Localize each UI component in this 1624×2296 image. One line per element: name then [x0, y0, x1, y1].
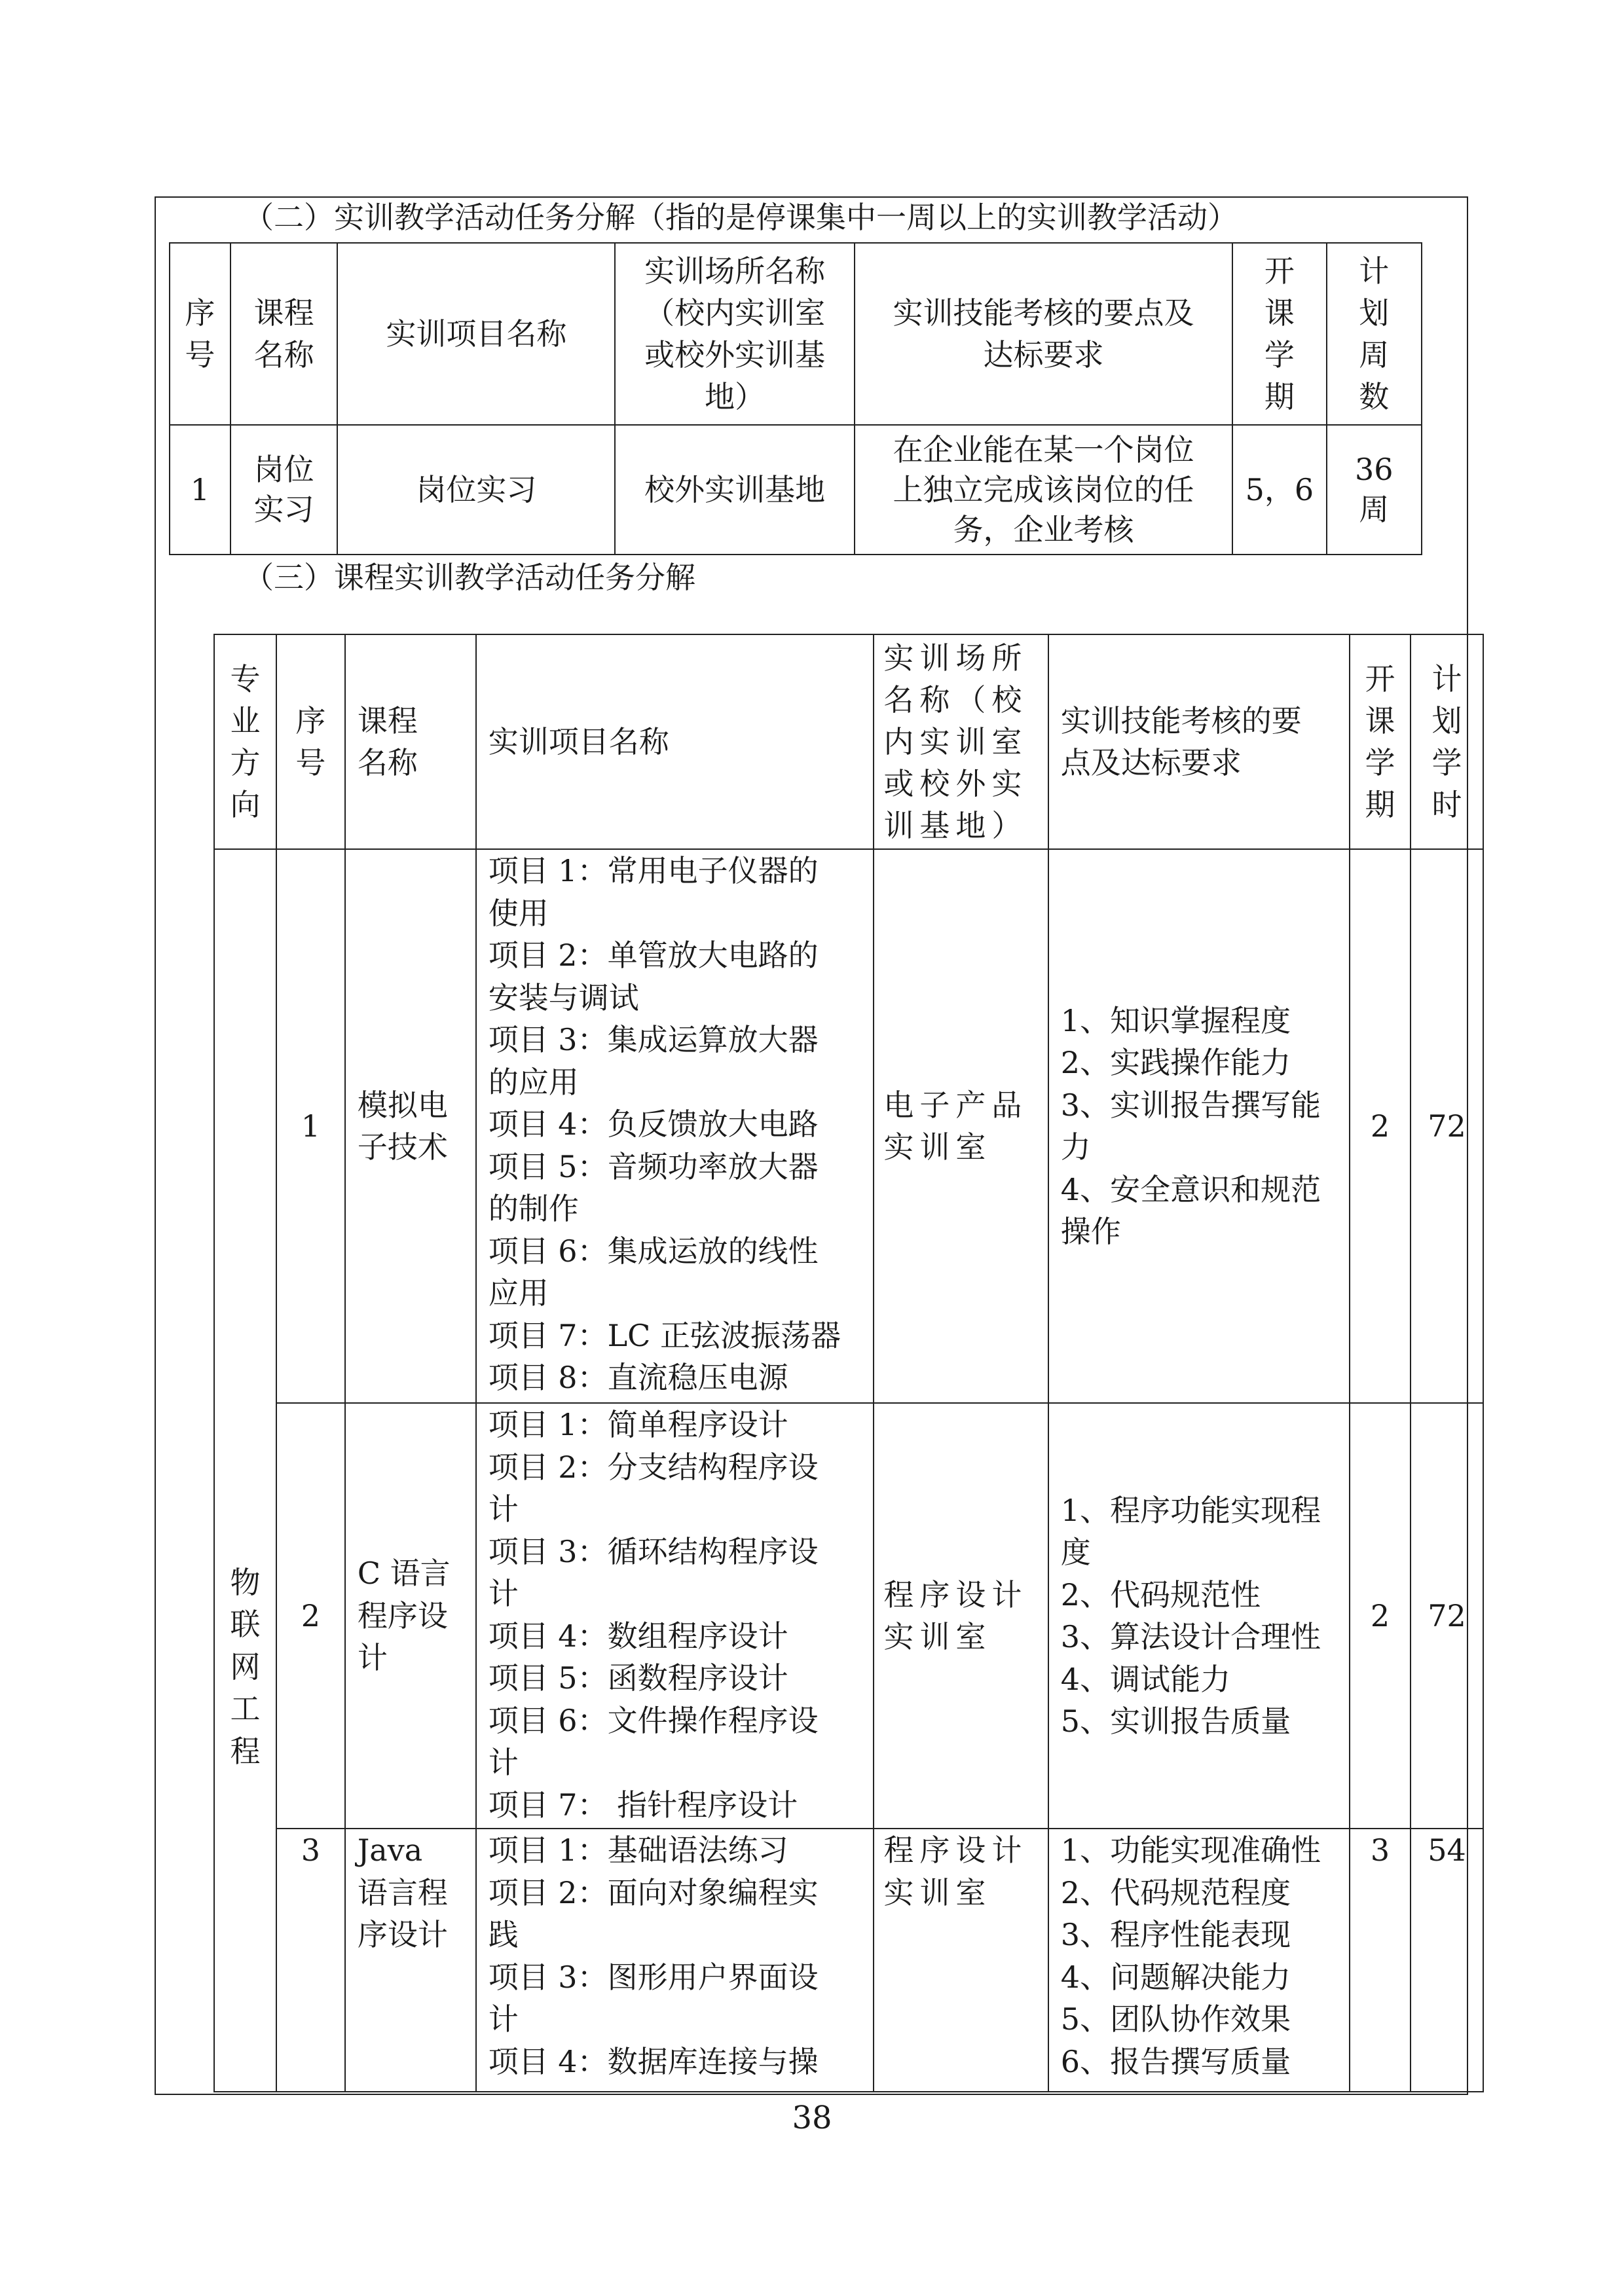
cell-hours: 72 [1411, 1403, 1483, 1829]
header-seq: 序 号 [170, 243, 231, 425]
header-skills: 实训技能考核的要点及 达标要求 [855, 243, 1232, 425]
header-seq: 序 号 [276, 634, 345, 849]
header-skills: 实训技能考核的要 点及达标要求 [1048, 634, 1350, 849]
cell-projects: 项目 1：常用电子仪器的 使用 项目 2：单管放大电路的 安装与调试 项目 3：集成运算放大器 的应用 项目 4：负反馈放大电路 项目 5：音频功率放大器 的制作 项目 6：集成运放的线性 应用 项目 7：LC 正弦波振荡器 项目 8：直流稳压电源 [476, 849, 874, 1403]
table-row [214, 1403, 1483, 1829]
header-term: 开 课 学 期 [1232, 243, 1326, 425]
cell-projects: 项目 1：基础语法练习 项目 2：面向对象编程实 践 项目 3：图形用户界面设 计 项目 4：数据库连接与操 [476, 1829, 874, 2092]
header-major: 专 业 方 向 [214, 634, 276, 849]
header-site: 实训场所名称 （校内实训室 或校外实训基 地） [615, 243, 854, 425]
cell-skills: 1、程序功能实现程 度 2、代码规范性 3、算法设计合理性 4、调试能力 5、实训报告质量 [1048, 1403, 1350, 1829]
cell-weeks: 36 周 [1327, 425, 1422, 555]
header-site: 实训场所 名称（校 内实训室 或校外实 训基地） [874, 634, 1048, 849]
table-row [214, 849, 1483, 1403]
header-project: 实训项目名称 [337, 243, 615, 425]
cell-hours: 72 [1411, 849, 1483, 1403]
cell-seq: 2 [276, 1403, 345, 1829]
cell-seq: 3 [276, 1829, 345, 2092]
cell-course: Java 语言程 序设计 [345, 1829, 476, 2092]
section3-heading: （三）课程实训教学活动任务分解 [244, 560, 695, 595]
cell-seq: 1 [276, 849, 345, 1403]
cell-course: 模拟电 子技术 [345, 849, 476, 1403]
cell-projects: 项目 1：简单程序设计 项目 2：分支结构程序设 计 项目 3：循环结构程序设 计 项目 4：数组程序设计 项目 5：函数程序设计 项目 6：文件操作程序设 计 项目 7： 指针程序设计 [476, 1403, 874, 1829]
cell-site: 电子产品 实训室 [874, 849, 1048, 1403]
cell-term: 2 [1350, 1403, 1411, 1829]
header-hours: 计 划 学 时 [1411, 634, 1483, 849]
page-number: 38 [792, 2100, 832, 2136]
cell-site: 程序设计 实训室 [874, 1403, 1048, 1829]
section3-table [213, 634, 1484, 2092]
table-row [170, 425, 1422, 555]
cell-term: 3 [1350, 1829, 1411, 2092]
table-row [214, 1829, 1483, 2092]
cell-term: 2 [1350, 849, 1411, 1403]
header-course: 课程 名称 [231, 243, 338, 425]
section2-header-row [170, 243, 1422, 425]
header-course: 课程 名称 [345, 634, 476, 849]
header-project: 实训项目名称 [476, 634, 874, 849]
cell-skills: 1、功能实现准确性 2、代码规范程度 3、程序性能表现 4、问题解决能力 5、团队协作效果 6、报告撰写质量 [1048, 1829, 1350, 2092]
cell-course: C 语言 程序设 计 [345, 1403, 476, 1829]
header-weeks: 计 划 周 数 [1327, 243, 1422, 425]
section2-heading: （二）实训教学活动任务分解（指的是停课集中一周以上的实训教学活动） [244, 200, 1238, 235]
cell-seq: 1 [170, 425, 231, 555]
cell-skills: 在企业能在某一个岗位 上独立完成该岗位的任 务，企业考核 [855, 425, 1232, 555]
cell-course: 岗位 实习 [231, 425, 338, 555]
section2-table [169, 242, 1422, 555]
header-term: 开 课 学 期 [1350, 634, 1411, 849]
cell-hours: 54 [1411, 1829, 1483, 2092]
section3-header-row [214, 634, 1483, 849]
cell-term: 5，6 [1232, 425, 1326, 555]
cell-project: 岗位实习 [337, 425, 615, 555]
cell-skills: 1、知识掌握程度 2、实践操作能力 3、实训报告撰写能 力 4、安全意识和规范 操作 [1048, 849, 1350, 1403]
cell-site: 校外实训基地 [615, 425, 854, 555]
cell-major: 物 联 网 工 程 [214, 849, 276, 2092]
cell-site: 程序设计 实训室 [874, 1829, 1048, 2092]
